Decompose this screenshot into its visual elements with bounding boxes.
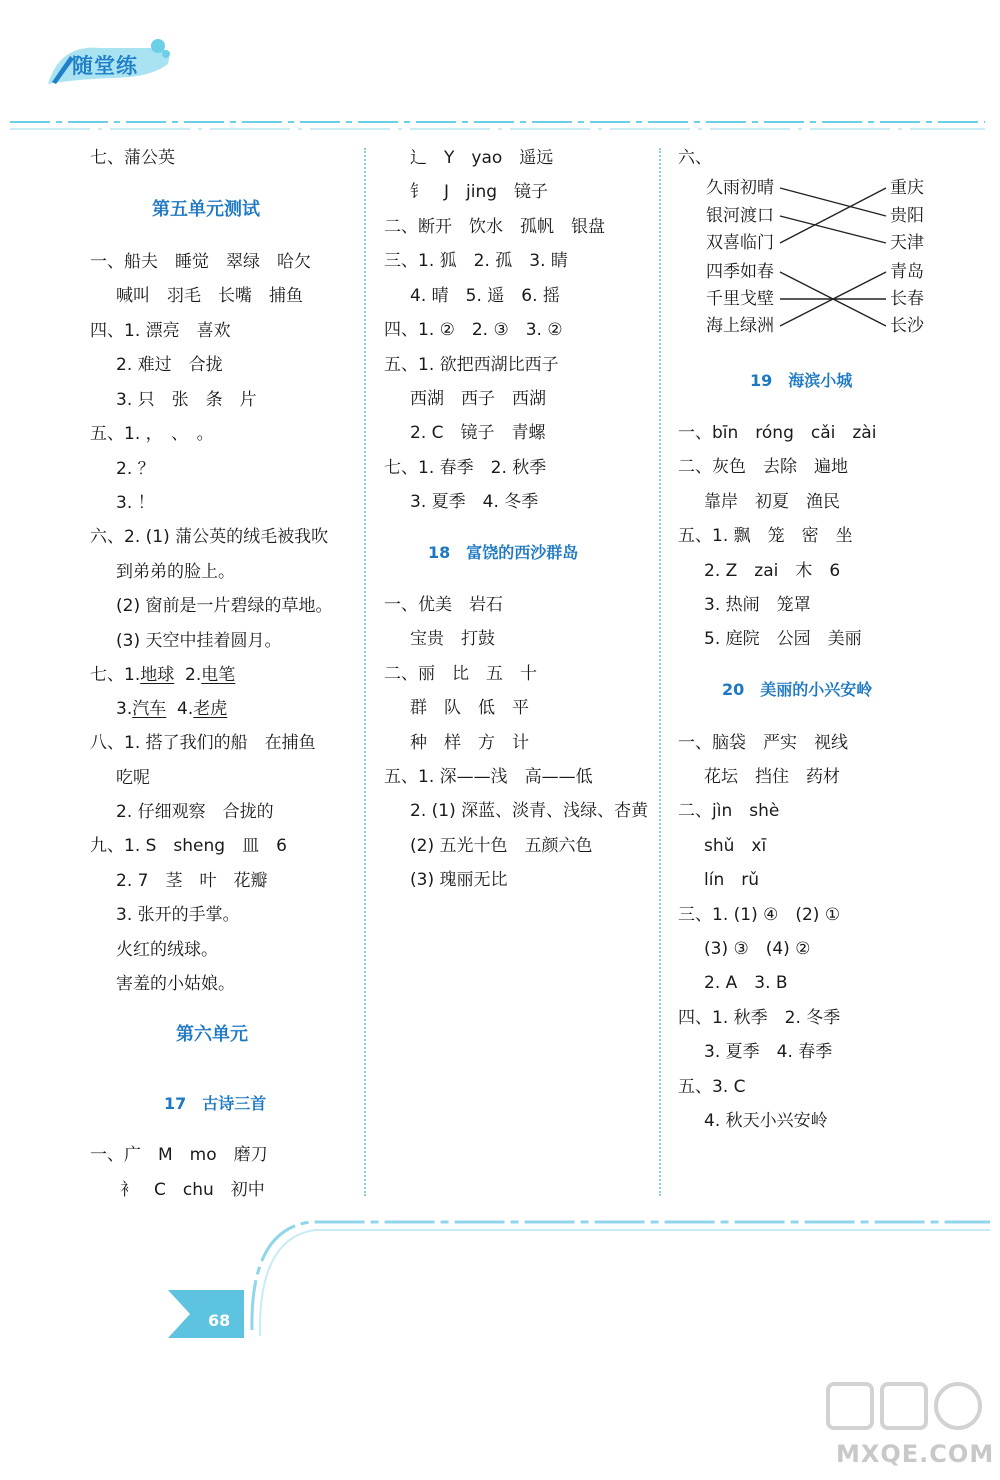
match-right-item: 天津 xyxy=(890,233,924,253)
answer-line: 八、1. 搭了我们的船 在捕鱼 xyxy=(90,733,316,753)
answer-line: 2. 难过 合拢 xyxy=(116,355,223,375)
answer-line: 二、断开 饮水 孤帆 银盘 xyxy=(384,217,605,237)
answer-line: 钅 J jing 镜子 xyxy=(410,182,549,202)
answer-line: 3. ！ xyxy=(116,493,155,513)
answer-line: 吃呢 xyxy=(116,768,150,788)
answer-line: 喊叫 羽毛 长嘴 捕鱼 xyxy=(116,286,303,306)
answer-line: 一、广 M mo 磨刀 xyxy=(90,1145,268,1165)
watermark-text: MXQE.COM xyxy=(836,1440,995,1468)
match-right-item: 长沙 xyxy=(890,316,924,336)
page-number: 68 xyxy=(208,1311,231,1330)
answer-line: 四、1. ② 2. ③ 3. ② xyxy=(384,320,563,340)
answer-line: 二、jìn shè xyxy=(678,801,780,821)
answer-line: 2. Z zai 木 6 xyxy=(704,561,841,581)
answer-line: 辶 Y yao 遥远 xyxy=(410,148,554,168)
answer-line: 3. 张开的手掌。 xyxy=(116,905,240,925)
footer-decoration xyxy=(160,1210,990,1350)
answer-line: (2) 窗前是一片碧绿的草地。 xyxy=(116,596,333,616)
answer-line: 五、1. 欲把西湖比西子 xyxy=(384,355,559,375)
answer-line: 2. ？ xyxy=(116,459,155,479)
match-right-item: 重庆 xyxy=(890,178,924,198)
match-line xyxy=(780,188,886,243)
answer-line: 四、1. 漂亮 喜欢 xyxy=(90,321,231,341)
lesson-heading: 17 古诗三首 xyxy=(164,1094,267,1113)
match-left-item: 海上绿洲 xyxy=(706,316,774,336)
answer-line: 2. 7 茎 叶 花瓣 xyxy=(116,871,268,891)
match-left-item: 双喜临门 xyxy=(706,233,774,253)
underlined-answer: 老虎 xyxy=(193,699,228,719)
answer-line: 2. (1) 深蓝、淡青、浅绿、杏黄 xyxy=(410,801,649,821)
item-prefix: 4. xyxy=(177,699,194,719)
answer-line: 2. 仔细观察 合拢的 xyxy=(116,802,274,822)
answer-line: 一、脑袋 严实 视线 xyxy=(678,733,848,753)
answer-line: 七、1. 春季 2. 秋季 xyxy=(384,458,547,478)
match-left-item: 千里戈壁 xyxy=(706,289,774,309)
answer-line: 种 样 方 计 xyxy=(410,733,529,753)
answer-line: (3) ③ (4) ② xyxy=(704,939,811,959)
answer-line: (2) 五光十色 五颜六色 xyxy=(410,836,593,856)
answer-line: 一、船夫 睡觉 翠绿 哈欠 xyxy=(90,252,311,272)
answer-line: 六、2. (1) 蒲公英的绒毛被我吹 xyxy=(90,527,329,547)
lesson-heading: 19 海滨小城 xyxy=(750,371,853,390)
logo-text: 随堂练 xyxy=(72,54,138,78)
match-line xyxy=(780,216,886,243)
answer-line: 五、1. ， 、 。 xyxy=(90,424,214,444)
lesson-heading: 18 富饶的西沙群岛 xyxy=(428,543,579,562)
answer-line xyxy=(90,665,235,685)
answer-line: 四、1. 秋季 2. 冬季 xyxy=(678,1008,841,1028)
match-right-item: 青岛 xyxy=(890,262,924,282)
answer-line: 二、丽 比 五 十 xyxy=(384,664,537,684)
underlined-answer: 电笔 xyxy=(201,665,236,685)
match-line xyxy=(780,188,886,216)
match-left-item: 银河渡口 xyxy=(706,206,774,226)
answer-line: 4. 秋天小兴安岭 xyxy=(704,1111,828,1131)
answer-line: 西湖 西子 西湖 xyxy=(410,389,546,409)
lesson-heading: 20 美丽的小兴安岭 xyxy=(722,680,873,699)
answer-line: lín rǔ xyxy=(704,870,759,890)
answer-line: 3. 热闹 笼罩 xyxy=(704,595,811,615)
answer-line: 宝贵 打鼓 xyxy=(410,629,495,649)
page-number-tab xyxy=(168,1290,244,1338)
answer-line: 一、bīn róng cǎi zài xyxy=(678,423,877,443)
answer-line: 六、 xyxy=(678,148,712,168)
answer-line: 害羞的小姑娘。 xyxy=(116,974,235,994)
answer-line: 七、蒲公英 xyxy=(90,148,175,168)
answer-line: 靠岸 初夏 渔民 xyxy=(704,492,840,512)
unit6-heading: 第六单元 xyxy=(176,1024,248,1045)
underlined-answer: 汽车 xyxy=(132,699,167,719)
match-left-item: 久雨初晴 xyxy=(706,178,774,198)
answer-line: 五、1. 深——浅 高——低 xyxy=(384,767,593,787)
answer-line: (3) 瑰丽无比 xyxy=(410,870,508,890)
unit5-heading: 第五单元测试 xyxy=(152,199,260,220)
match-right-item: 贵阳 xyxy=(890,206,924,226)
answer-line: 五、1. 飘 笼 密 坐 xyxy=(678,526,853,546)
header-rule xyxy=(10,118,985,132)
answer-line: 5. 庭院 公园 美丽 xyxy=(704,629,862,649)
answer-line: 衤 C chu 初中 xyxy=(120,1180,265,1200)
underlined-answer: 地球 xyxy=(140,665,175,685)
answer-line: 火红的绒球。 xyxy=(116,940,218,960)
answer-line: 五、3. C xyxy=(678,1077,746,1097)
item-prefix: 2. xyxy=(185,665,202,685)
column-divider-1 xyxy=(364,148,366,1196)
answer-line: 2. A 3. B xyxy=(704,973,788,993)
answer-line: 群 队 低 平 xyxy=(410,698,529,718)
answer-line: 2. C 镜子 青螺 xyxy=(410,423,546,443)
match-left-item: 四季如春 xyxy=(706,262,774,282)
answer-line: 三、1. 狐 2. 孤 3. 睛 xyxy=(384,251,568,271)
answer-line: 到弟弟的脸上。 xyxy=(116,562,235,582)
answer-line: 三、1. (1) ④ (2) ① xyxy=(678,905,841,925)
answer-line: 二、灰色 去除 遍地 xyxy=(678,457,848,477)
item-prefix: 七、1. xyxy=(90,665,141,685)
answer-line: shǔ xī xyxy=(704,836,767,856)
answer-line: 花坛 挡住 药材 xyxy=(704,767,840,787)
match-right-item: 长春 xyxy=(890,289,924,309)
answer-line: 3. 只 张 条 片 xyxy=(116,390,257,410)
answer-line xyxy=(116,699,227,719)
item-prefix: 3. xyxy=(116,699,133,719)
answer-line: 3. 夏季 4. 春季 xyxy=(704,1042,833,1062)
answer-line: 3. 夏季 4. 冬季 xyxy=(410,492,539,512)
column-divider-2 xyxy=(659,148,661,1196)
answer-line: 一、优美 岩石 xyxy=(384,595,503,615)
answer-line: 九、1. S sheng 皿 6 xyxy=(90,836,287,856)
answer-line: (3) 天空中挂着圆月。 xyxy=(116,631,282,651)
answer-line: 4. 晴 5. 遥 6. 摇 xyxy=(410,286,560,306)
